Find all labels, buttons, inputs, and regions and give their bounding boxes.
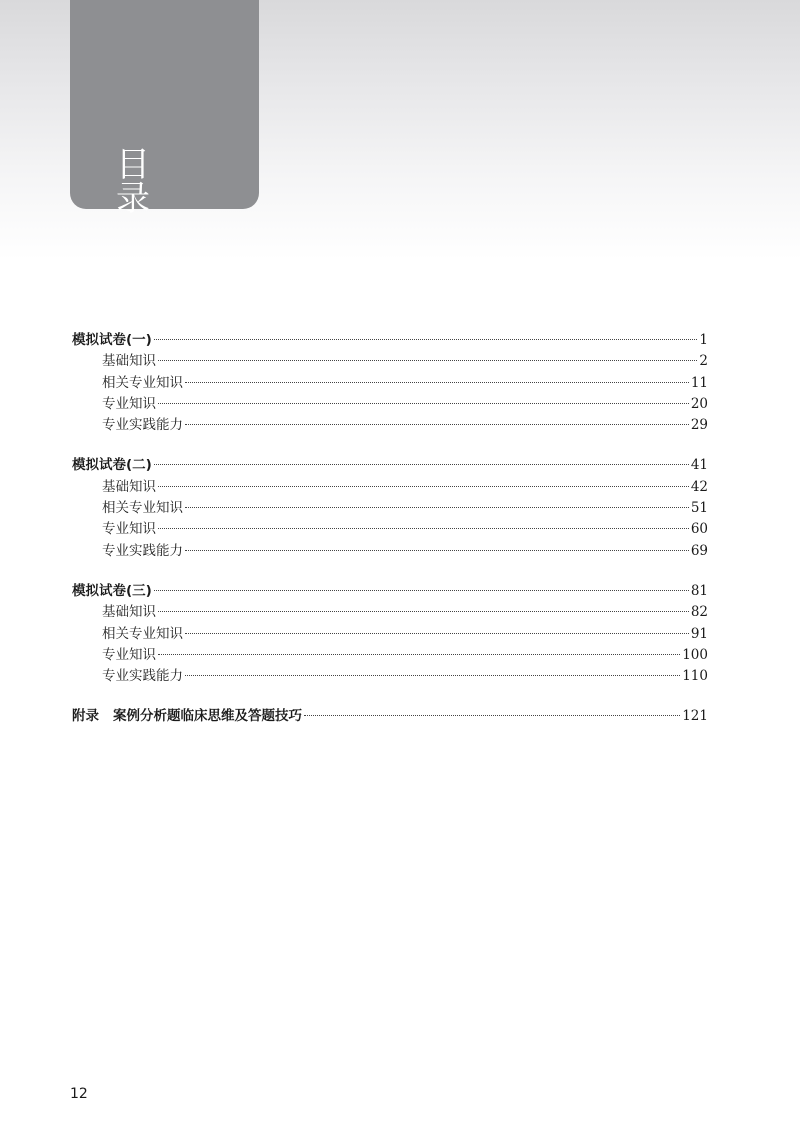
- toc-entry[interactable]: [72, 645, 708, 666]
- toc-group-1: [72, 330, 708, 436]
- toc-section-title: 模拟试卷(一): [72, 332, 152, 348]
- toc-appendix-group: [72, 706, 708, 727]
- toc-entry[interactable]: [72, 519, 708, 540]
- dot-leader: [185, 423, 689, 425]
- toc-entry-label: 相关专业知识: [102, 500, 183, 517]
- dot-leader: [304, 714, 680, 716]
- toc-group-3: [72, 581, 708, 687]
- toc-entry[interactable]: [72, 624, 708, 645]
- toc-group-2: [72, 455, 708, 561]
- toc-page-number: 69: [690, 542, 708, 559]
- toc-entry-label: 专业实践能力: [102, 668, 183, 685]
- toc-page-number: 81: [690, 582, 708, 599]
- toc-entry-label: 基础知识: [102, 478, 156, 495]
- toc-entry[interactable]: [72, 541, 708, 562]
- toc-page-number: 121: [682, 708, 708, 725]
- toc-entry-label: 专业知识: [102, 646, 156, 663]
- toc-entry[interactable]: [72, 415, 708, 436]
- dot-leader: [158, 485, 689, 487]
- toc-entry-label: 专业实践能力: [102, 417, 183, 434]
- dot-leader: [158, 527, 689, 529]
- toc-entry[interactable]: [72, 351, 708, 372]
- toc-entry-label: 相关专业知识: [102, 625, 183, 642]
- toc-appendix-label: [72, 706, 302, 727]
- toc-entry[interactable]: [72, 498, 708, 519]
- dot-leader: [158, 610, 689, 612]
- toc-page-number: 11: [690, 374, 708, 391]
- toc-page-number: 20: [690, 395, 708, 412]
- toc-section-entry[interactable]: [72, 581, 708, 602]
- dot-leader: [185, 549, 689, 551]
- toc-section-title: 模拟试卷(二): [72, 457, 152, 474]
- dot-leader: [185, 381, 689, 383]
- toc-page-number: 1: [699, 332, 708, 348]
- toc-entry-label: 专业实践能力: [102, 542, 183, 559]
- appendix-title: 案例分析题临床思维及答题技巧: [113, 708, 302, 725]
- page-title: 目 录: [116, 145, 172, 219]
- toc-page-number: 2: [699, 353, 708, 370]
- footer-page-number: 12: [70, 1086, 88, 1102]
- toc-entry[interactable]: [72, 477, 708, 498]
- dot-leader: [185, 632, 689, 634]
- title-tab: [70, 0, 259, 219]
- table-of-contents: [72, 330, 708, 747]
- toc-page-number: 41: [690, 457, 708, 474]
- toc-entry[interactable]: [72, 602, 708, 623]
- dot-leader: [154, 463, 689, 465]
- toc-section-title: 模拟试卷(三): [72, 582, 152, 599]
- toc-appendix-entry[interactable]: [72, 706, 708, 727]
- toc-page-number: 42: [690, 478, 708, 495]
- dot-leader: [158, 653, 680, 655]
- toc-entry[interactable]: [72, 373, 708, 394]
- dot-leader: [185, 506, 689, 508]
- toc-entry-label: 基础知识: [102, 604, 156, 621]
- toc-page-number: 82: [690, 604, 708, 621]
- toc-page-number: 29: [690, 417, 708, 434]
- toc-entry[interactable]: [72, 666, 708, 687]
- dot-leader: [154, 589, 689, 591]
- toc-entry-label: 专业知识: [102, 395, 156, 412]
- toc-page-number: 60: [690, 521, 708, 538]
- toc-entry[interactable]: [72, 394, 708, 415]
- toc-entry-label: 相关专业知识: [102, 374, 183, 391]
- appendix-prefix: 附录: [72, 708, 99, 725]
- dot-leader: [185, 674, 680, 676]
- dot-leader: [154, 338, 698, 340]
- toc-entry-label: 基础知识: [102, 353, 156, 370]
- toc-page-number: 91: [690, 625, 708, 642]
- dot-leader: [158, 402, 689, 404]
- toc-page-number: 110: [682, 668, 708, 685]
- toc-page-number: 51: [690, 500, 708, 517]
- toc-entry-label: 专业知识: [102, 521, 156, 538]
- toc-section-entry[interactable]: [72, 330, 708, 351]
- toc-section-entry[interactable]: [72, 455, 708, 476]
- dot-leader: [158, 359, 697, 361]
- toc-page-number: 100: [682, 646, 708, 663]
